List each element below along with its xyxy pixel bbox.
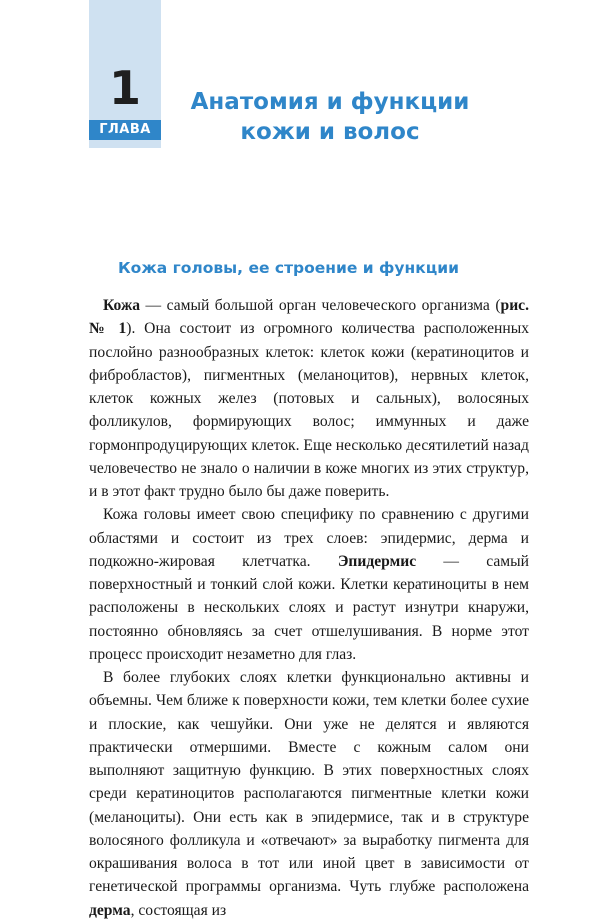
bold-term: дерма	[89, 901, 131, 919]
chapter-tab	[89, 0, 161, 148]
text-run: — самый большой орган человеческого организма (	[140, 297, 501, 314]
text-run: В более глубоких слоях клетки функционально активны и объемны. Чем ближе к поверхности кожи, тем клетки более сухие и плоские, как чешуйки. Они уже не делятся и являются практически отмершими. Вместе с кожным салом они выполняют защитную функцию. В этих поверхностных слоях среди кератиноцитов располагаются пигментные клетки кожи (меланоциты). Они есть как в эпидермисе, так и в структуре волосяного фолликула и «отвечают» за выработку пигмента для окрашивания волоса в тот или иной цвет в зависимости от генетической программы организма. Чуть глубже расположена	[89, 669, 529, 896]
text-run: , состоящая из	[130, 901, 227, 919]
chapter-number: 1	[108, 61, 141, 115]
paragraph	[89, 503, 529, 666]
chapter-label: ГЛАВА	[89, 120, 161, 140]
bold-term: Кожа	[103, 297, 141, 314]
text-run: — самый поверхностный и тонкий слой кожи. Клетки кератиноциты в нем расположены в нескольких слоях и растут изнутри кнаружи, постоянно обновляясь за счет отшелушивания. В норме этот процесс происходит незаметно для глаз.	[89, 552, 529, 663]
body-text	[89, 294, 529, 922]
text-run: ). Она состоит из огромного количества расположенных послойно разнообразных клеток: клеток кожи (кератиноцитов и фибробластов), пигментных (меланоцитов), нервных клеток, клеток кожных желез (потовых и сальных), волосяных фолликулов, формирующих волос; иммунных и даже гормонпродуцирующих клеток. Еще несколько десятилетий назад человечество не знало о наличии в коже многих из этих структур, и в этот факт трудно было бы даже поверить.	[89, 320, 529, 500]
paragraph	[89, 294, 529, 503]
section-heading: Кожа головы, ее строение и функции	[118, 259, 459, 277]
chapter-title: Анатомия и функции кожи и волос	[190, 89, 470, 145]
bold-term: Эпидермис	[337, 552, 417, 570]
bold-term: рис. № 1	[89, 297, 529, 338]
paragraph	[89, 666, 529, 922]
text-run: Кожа головы имеет свою специфику по сравнению с другими областями и состоит из трех слоев: эпидермис, дерма и подкожно-жировая клетчатка.	[89, 506, 529, 570]
